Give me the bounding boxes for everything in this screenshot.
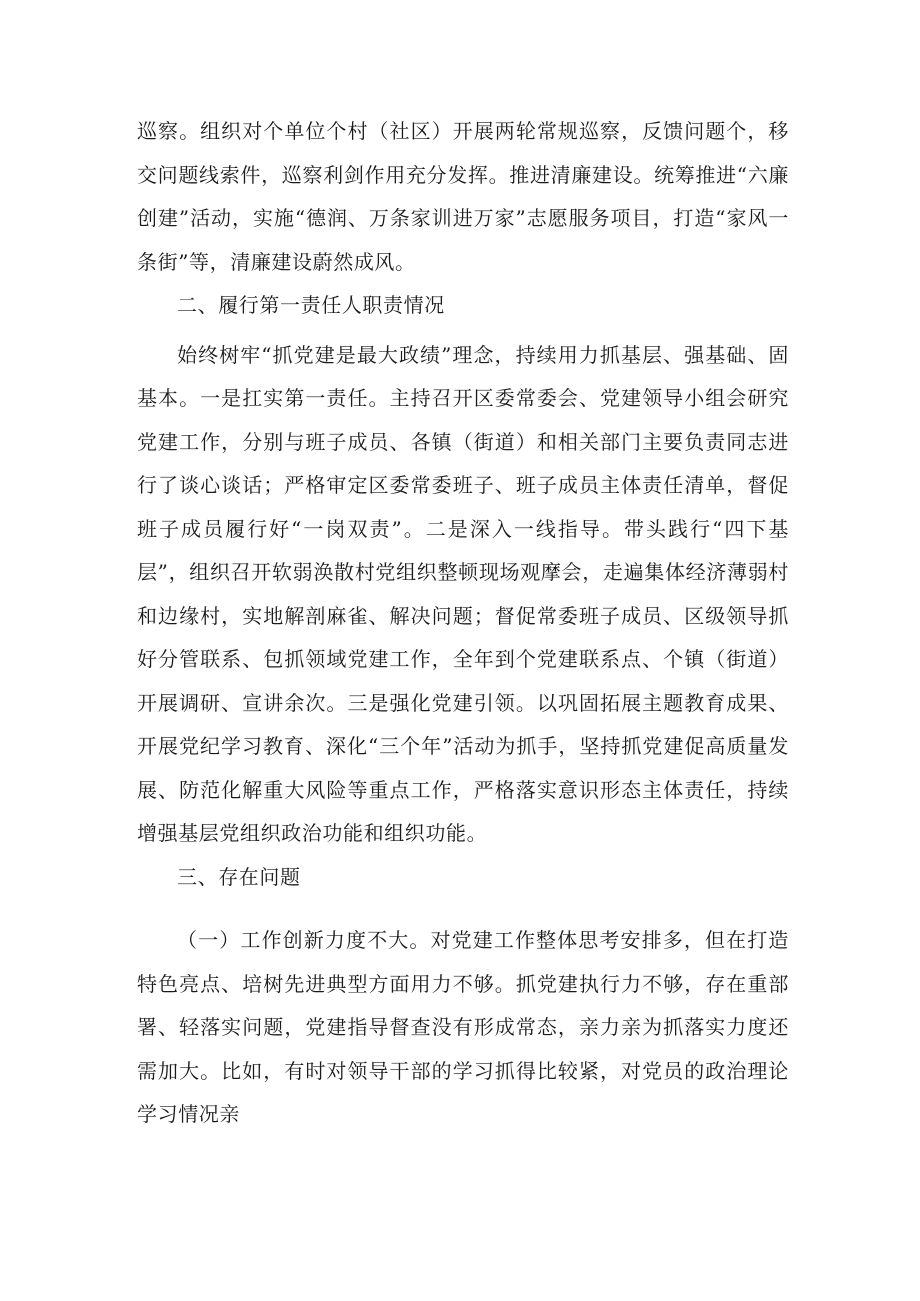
document-body xyxy=(137,110,789,1137)
body-paragraph: （一）工作创新力度不大。对党建工作整体思考安排多，但在打造特色亮点、培树先进典型方面用力不够。抓党建执行力不够，存在重部署、轻落实问题，党建指导督查没有形成常态，亲力亲为抓落实力度还需加大。比如，有时对领导干部的学习抓得比较紧，对党员的政治理论学习情况亲 xyxy=(137,928,789,1126)
body-paragraph: 巡察。组织对个单位个村（社区）开展两轮常规巡察，反馈问题个，移交问题线索件，巡察利剑作用充分发挥。推进清廉建设。统筹推进“六廉创建”活动，实施“德润、万条家训进万家”志愿服务项目，打造“家风一条街”等，清廉建设蔚然成风。 xyxy=(137,119,789,274)
section-heading: 三、存在问题 xyxy=(177,864,301,889)
section-heading: 二、履行第一责任人职责情况 xyxy=(177,293,445,317)
body-paragraph: 始终树牢“抓党建是最大政绩”理念，持续用力抓基层、强基础、固基本。一是扛实第一责任。主持召开区委常委会、党建领导小组会研究党建工作，分别与班子成员、各镇（街道）和相关部门主要负责同志进行了谈心谈话；严格审定区委常委班子、班子成员主体责任清单，督促班子成员履行好“一岗双责”。二是深入一线指导。带头践行“四下基层”，组织召开软弱涣散村党组织整顿现场观摩会，走遍集体经济薄弱村和边缘村，实地解剖麻雀、解决问题；督促常委班子成员、区级领导抓好分管联系、包抓领域党建工作，全年到个党建联系点、个镇（街道）开展调研、宣讲余次。三是强化党建引领。以巩固拓展主题教育成果、开展党纪学习教育、深化“三个年”活动为抓手，坚持抓党建促高质量发展、防范化解重大风险等重点工作，严格落实意识形态主体责任，持续增强基层党组织政治功能和组织功能。 xyxy=(137,342,789,845)
